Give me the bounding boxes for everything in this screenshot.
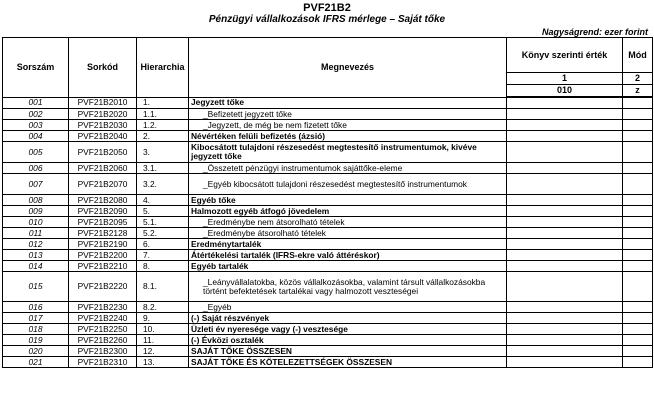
row-hierarchy: 3.2. [137, 174, 189, 195]
value-cell[interactable] [507, 228, 623, 239]
table-row [3, 335, 653, 346]
row-number: 019 [3, 335, 69, 346]
mode-cell[interactable] [623, 206, 653, 217]
row-code: PVF21B2210 [69, 261, 137, 272]
row-code: PVF21B2095 [69, 217, 137, 228]
mode-cell[interactable] [623, 174, 653, 195]
row-name: Üzleti év nyeresége vagy (-) vesztesége [189, 324, 507, 335]
value-cell[interactable] [507, 313, 623, 324]
row-hierarchy: 3.1. [137, 163, 189, 174]
table-row [3, 131, 653, 142]
row-name: _Befizetett jegyzett tőke [189, 109, 507, 120]
col-header-sorkod: Sorkód [69, 38, 137, 98]
value-cell[interactable] [507, 174, 623, 195]
value-cell[interactable] [507, 302, 623, 313]
table-row [3, 142, 653, 163]
row-name: Jegyzett tőke [189, 97, 507, 109]
row-hierarchy: 8.2. [137, 302, 189, 313]
row-code: PVF21B2020 [69, 109, 137, 120]
row-hierarchy: 7. [137, 250, 189, 261]
row-number: 004 [3, 131, 69, 142]
row-code: PVF21B2260 [69, 335, 137, 346]
row-name: _Eredménybe átsorolható tételek [189, 228, 507, 239]
row-hierarchy: 1.2. [137, 120, 189, 131]
row-number: 001 [3, 97, 69, 109]
row-code: PVF21B2230 [69, 302, 137, 313]
row-code: PVF21B2040 [69, 131, 137, 142]
report-subtitle: Pénzügyi vállalkozások IFRS mérlege – Saját tőke [208, 14, 446, 25]
table-row [3, 239, 653, 250]
row-hierarchy: 5.2. [137, 228, 189, 239]
table-row [3, 250, 653, 261]
row-name: Egyéb tartalék [189, 261, 507, 272]
balance-sheet-table [2, 37, 653, 368]
row-name: _Leányvállalatokba, közös vállalkozásokba, valamint társult vállalkozásokba történt befektetések tartalékai vagy halmozott veszteségei [189, 272, 507, 302]
row-code: PVF21B2220 [69, 272, 137, 302]
row-number: 007 [3, 174, 69, 195]
row-hierarchy: 8.1. [137, 272, 189, 302]
row-name: _Jegyzett, de még be nem fizetett tőke [189, 120, 507, 131]
row-name: Eredménytartalék [189, 239, 507, 250]
table-row [3, 163, 653, 174]
report-code: PVF21B2 [303, 2, 351, 14]
row-code: PVF21B2190 [69, 239, 137, 250]
row-code: PVF21B2310 [69, 357, 137, 368]
value-cell[interactable] [507, 109, 623, 120]
value-cell[interactable] [507, 142, 623, 163]
value-cell[interactable] [507, 261, 623, 272]
row-code: PVF21B2200 [69, 250, 137, 261]
row-number: 006 [3, 163, 69, 174]
mode-cell[interactable] [623, 163, 653, 174]
table-row [3, 109, 653, 120]
row-code: PVF21B2010 [69, 97, 137, 109]
row-name: _Összetett pénzügyi instrumentumok sajáttőke-eleme [189, 163, 507, 174]
col-header-megnevezes: Megnevezés [189, 38, 507, 98]
value-cell[interactable] [507, 357, 623, 368]
row-name: _Egyéb [189, 302, 507, 313]
row-hierarchy: 1. [137, 97, 189, 109]
value-cell[interactable] [507, 97, 623, 109]
row-number: 002 [3, 109, 69, 120]
row-hierarchy: 12. [137, 346, 189, 357]
row-hierarchy: 1.1. [137, 109, 189, 120]
row-name: _Eredménybe nem átsorolható tételek [189, 217, 507, 228]
row-hierarchy: 11. [137, 335, 189, 346]
value-cell[interactable] [507, 163, 623, 174]
mode-cell[interactable] [623, 142, 653, 163]
row-code: PVF21B2070 [69, 174, 137, 195]
mode-cell[interactable] [623, 335, 653, 346]
row-number: 020 [3, 346, 69, 357]
row-hierarchy: 6. [137, 239, 189, 250]
row-hierarchy: 3. [137, 142, 189, 163]
mode-cell[interactable] [623, 131, 653, 142]
table-row [3, 324, 653, 335]
value-cell[interactable] [507, 131, 623, 142]
table-row [3, 357, 653, 368]
konyv-col-code: 010 [507, 85, 623, 98]
value-cell[interactable] [507, 195, 623, 206]
row-number: 012 [3, 239, 69, 250]
table-row [3, 302, 653, 313]
value-cell[interactable] [507, 335, 623, 346]
mode-cell[interactable] [623, 97, 653, 109]
col-header-konyv: Könyv szerinti érték [507, 38, 623, 73]
row-number: 015 [3, 272, 69, 302]
col-header-sorszam: Sorszám [3, 38, 69, 98]
row-name: Kibocsátott tulajdoni részesedést megtestesítő instrumentumok, kivéve jegyzett tőke [189, 142, 507, 163]
row-number: 011 [3, 228, 69, 239]
row-code: PVF21B2060 [69, 163, 137, 174]
row-hierarchy: 9. [137, 313, 189, 324]
row-name: Halmozott egyéb átfogó jövedelem [189, 206, 507, 217]
mode-cell[interactable] [623, 324, 653, 335]
mode-cell[interactable] [623, 239, 653, 250]
value-cell[interactable] [507, 239, 623, 250]
value-cell[interactable] [507, 324, 623, 335]
row-code: PVF21B2250 [69, 324, 137, 335]
row-name: Egyéb tőke [189, 195, 507, 206]
row-number: 018 [3, 324, 69, 335]
mod-col-number: 2 [623, 73, 653, 85]
row-code: PVF21B2050 [69, 142, 137, 163]
row-hierarchy: 8. [137, 261, 189, 272]
mode-cell[interactable] [623, 228, 653, 239]
mode-cell[interactable] [623, 313, 653, 324]
mode-cell[interactable] [623, 250, 653, 261]
row-name: Átértékelési tartalék (IFRS-ekre való áttéréskor) [189, 250, 507, 261]
row-number: 008 [3, 195, 69, 206]
col-header-hierarchia: Hierarchia [137, 38, 189, 98]
row-hierarchy: 13. [137, 357, 189, 368]
value-cell[interactable] [507, 272, 623, 302]
mode-cell[interactable] [623, 217, 653, 228]
mode-cell[interactable] [623, 109, 653, 120]
row-number: 021 [3, 357, 69, 368]
row-hierarchy: 5. [137, 206, 189, 217]
row-hierarchy: 2. [137, 131, 189, 142]
row-number: 014 [3, 261, 69, 272]
row-name: SAJÁT TŐKE ÖSSZESEN [189, 346, 507, 357]
row-name: Névértéken felüli befizetés (ázsió) [189, 131, 507, 142]
row-number: 003 [3, 120, 69, 131]
row-hierarchy: 10. [137, 324, 189, 335]
row-name: (-) Saját részvények [189, 313, 507, 324]
row-name: SAJÁT TŐKE ÉS KÖTELEZETTSÉGEK ÖSSZESEN [189, 357, 507, 368]
mode-cell[interactable] [623, 302, 653, 313]
col-header-mod: Mód [623, 38, 653, 73]
table-row [3, 313, 653, 324]
row-code: PVF21B2240 [69, 313, 137, 324]
row-hierarchy: 5.1. [137, 217, 189, 228]
table-body [3, 97, 653, 368]
unit-note: Nagyságrend: ezer forint [541, 27, 648, 37]
row-code: PVF21B2080 [69, 195, 137, 206]
mode-cell[interactable] [623, 195, 653, 206]
row-number: 016 [3, 302, 69, 313]
mode-cell[interactable] [623, 120, 653, 131]
table-row [3, 120, 653, 131]
mod-col-code: z [623, 85, 653, 98]
row-hierarchy: 4. [137, 195, 189, 206]
table-row [3, 195, 653, 206]
row-number: 005 [3, 142, 69, 163]
value-cell[interactable] [507, 217, 623, 228]
mode-cell[interactable] [623, 357, 653, 368]
table-row [3, 228, 653, 239]
table-row [3, 97, 653, 109]
row-name: _Egyéb kibocsátott tulajdoni részesedést megtestesítő instrumentumok [189, 174, 507, 195]
mode-cell[interactable] [623, 272, 653, 302]
value-cell[interactable] [507, 346, 623, 357]
row-number: 010 [3, 217, 69, 228]
konyv-col-number: 1 [507, 73, 623, 85]
value-cell[interactable] [507, 206, 623, 217]
table-row [3, 174, 653, 195]
row-code: PVF21B2090 [69, 206, 137, 217]
row-number: 013 [3, 250, 69, 261]
row-code: PVF21B2300 [69, 346, 137, 357]
table-row [3, 206, 653, 217]
row-number: 009 [3, 206, 69, 217]
row-number: 017 [3, 313, 69, 324]
table-row [3, 217, 653, 228]
table-row [3, 346, 653, 357]
row-name: (-) Évközi osztalék [189, 335, 507, 346]
mode-cell[interactable] [623, 346, 653, 357]
value-cell[interactable] [507, 250, 623, 261]
table-row [3, 272, 653, 302]
row-code: PVF21B2030 [69, 120, 137, 131]
table-row [3, 261, 653, 272]
row-code: PVF21B2128 [69, 228, 137, 239]
value-cell[interactable] [507, 120, 623, 131]
mode-cell[interactable] [623, 261, 653, 272]
